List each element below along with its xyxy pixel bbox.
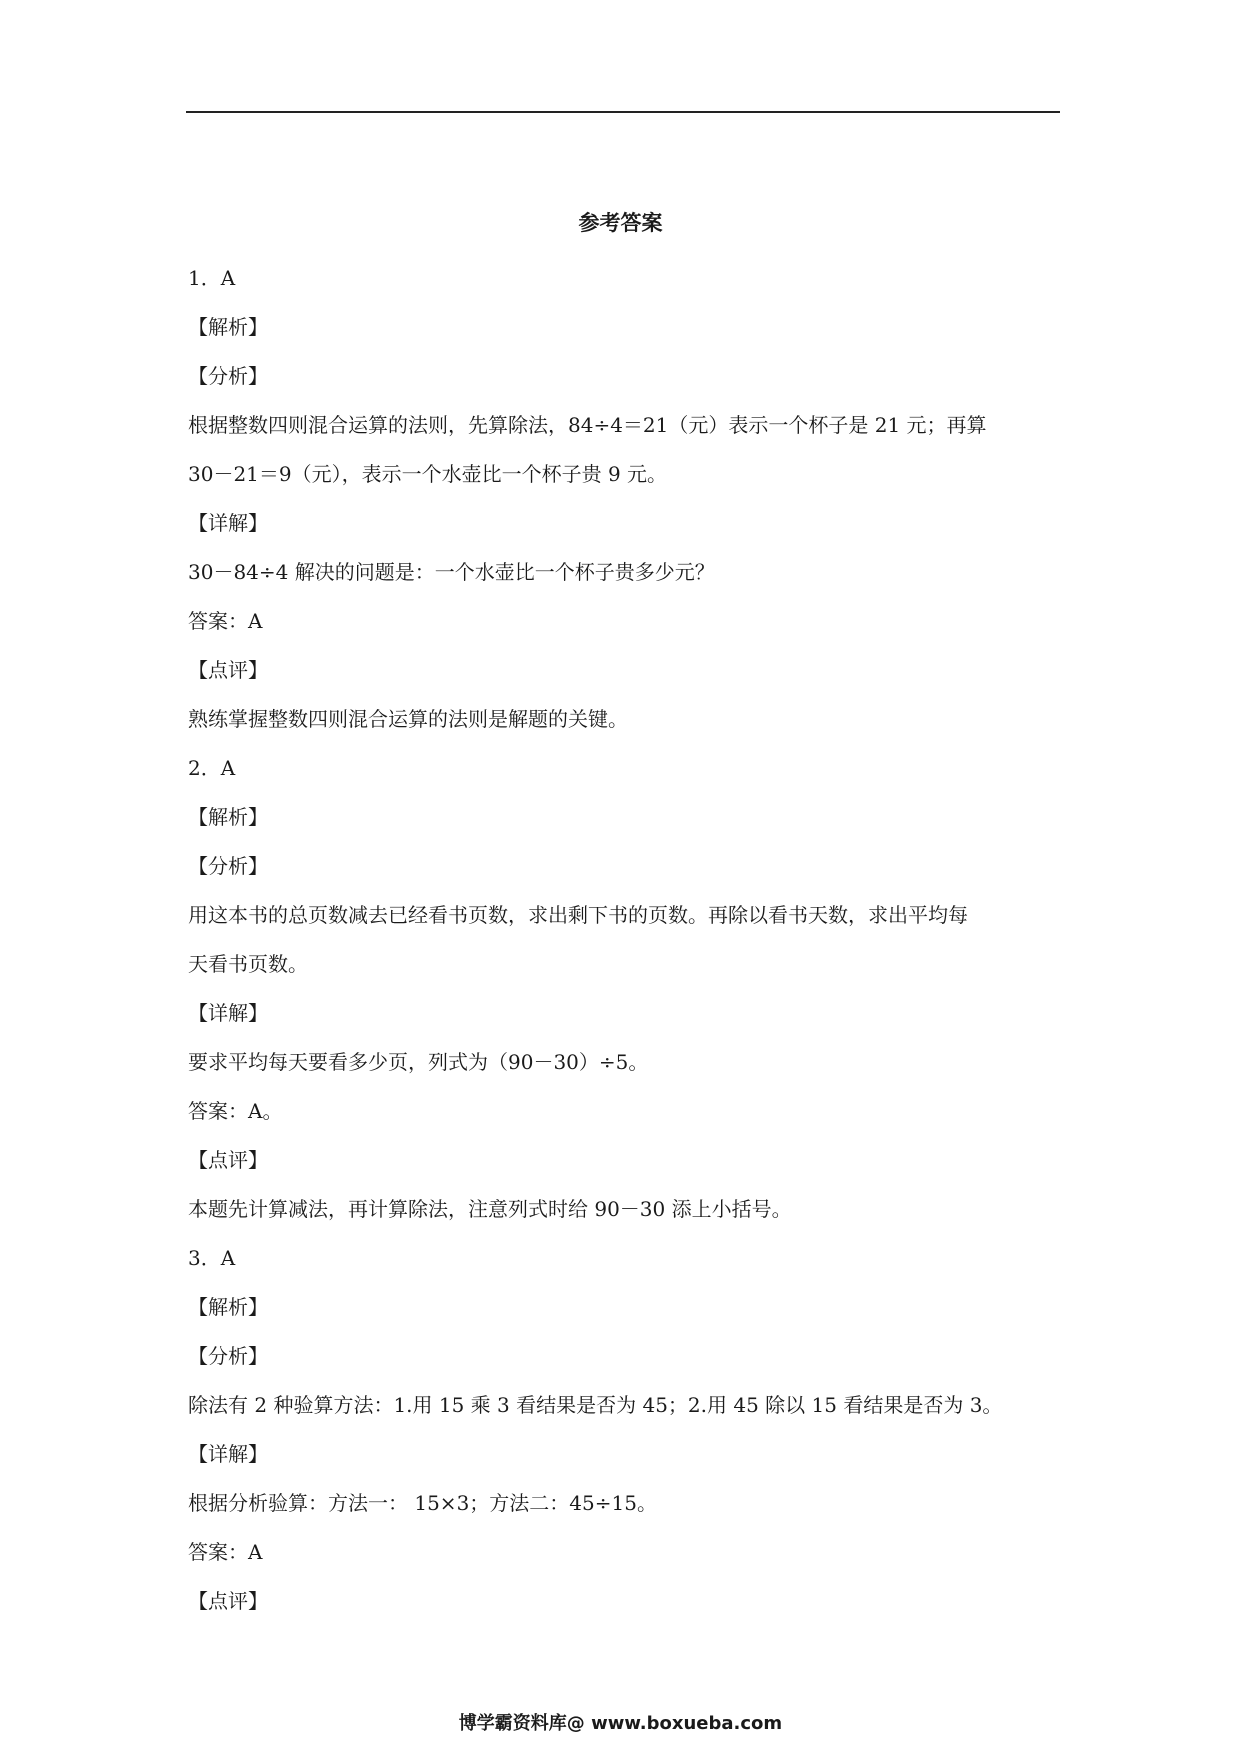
answer-line: 【解析】 <box>188 315 268 339</box>
answer-line: 2．A <box>188 756 236 780</box>
answer-line: 【解析】 <box>188 805 268 829</box>
answer-line: 30－21＝9（元），表示一个水壶比一个杯子贵 9 元。 <box>188 462 668 486</box>
answer-line: 答案：A <box>188 609 263 633</box>
answer-line: 除法有 2 种验算方法：1.用 15 乘 3 看结果是否为 45；2.用 45 除以 15 看结果是否为 3。 <box>188 1393 1003 1417</box>
answer-line: 熟练掌握整数四则混合运算的法则是解题的关键。 <box>188 707 628 731</box>
answer-line: 【详解】 <box>188 1442 268 1466</box>
answer-line: 1．A <box>188 266 236 290</box>
answer-content <box>188 254 1060 1626</box>
answer-line: 本题先计算减法，再计算除法，注意列式时给 90－30 添上小括号。 <box>188 1197 792 1221</box>
answer-line: 【点评】 <box>188 1589 268 1613</box>
answer-line: 天看书页数。 <box>188 952 308 976</box>
answer-line: 【点评】 <box>188 658 268 682</box>
answer-line: 【解析】 <box>188 1295 268 1319</box>
answer-line: 3．A <box>188 1246 236 1270</box>
answer-line: 30－84÷4 解决的问题是：一个水壶比一个杯子贵多少元？ <box>188 560 715 584</box>
answer-line: 根据整数四则混合运算的法则，先算除法，84÷4＝21（元）表示一个杯子是 21 元；再算 <box>188 413 987 437</box>
answer-line: 用这本书的总页数减去已经看书页数，求出剩下书的页数。再除以看书天数，求出平均每 <box>188 903 968 927</box>
answer-line: 【点评】 <box>188 1148 268 1172</box>
header-rule <box>186 111 1060 113</box>
answer-line: 【分析】 <box>188 1344 268 1368</box>
answer-line: 【分析】 <box>188 854 268 878</box>
page-title: 参考答案 <box>578 211 663 235</box>
answer-line: 【详解】 <box>188 511 268 535</box>
answer-line: 【分析】 <box>188 364 268 388</box>
answer-line: 答案：A。 <box>188 1099 283 1123</box>
answer-line: 答案：A <box>188 1540 263 1564</box>
answer-line: 根据分析验算：方法一： 15×3；方法二：45÷15。 <box>188 1491 657 1515</box>
footer-watermark: 博学霸资料库@ www.boxueba.com <box>458 1713 783 1734</box>
answer-line: 【详解】 <box>188 1001 268 1025</box>
answer-line: 要求平均每天要看多少页，列式为（90－30）÷5。 <box>188 1050 649 1074</box>
